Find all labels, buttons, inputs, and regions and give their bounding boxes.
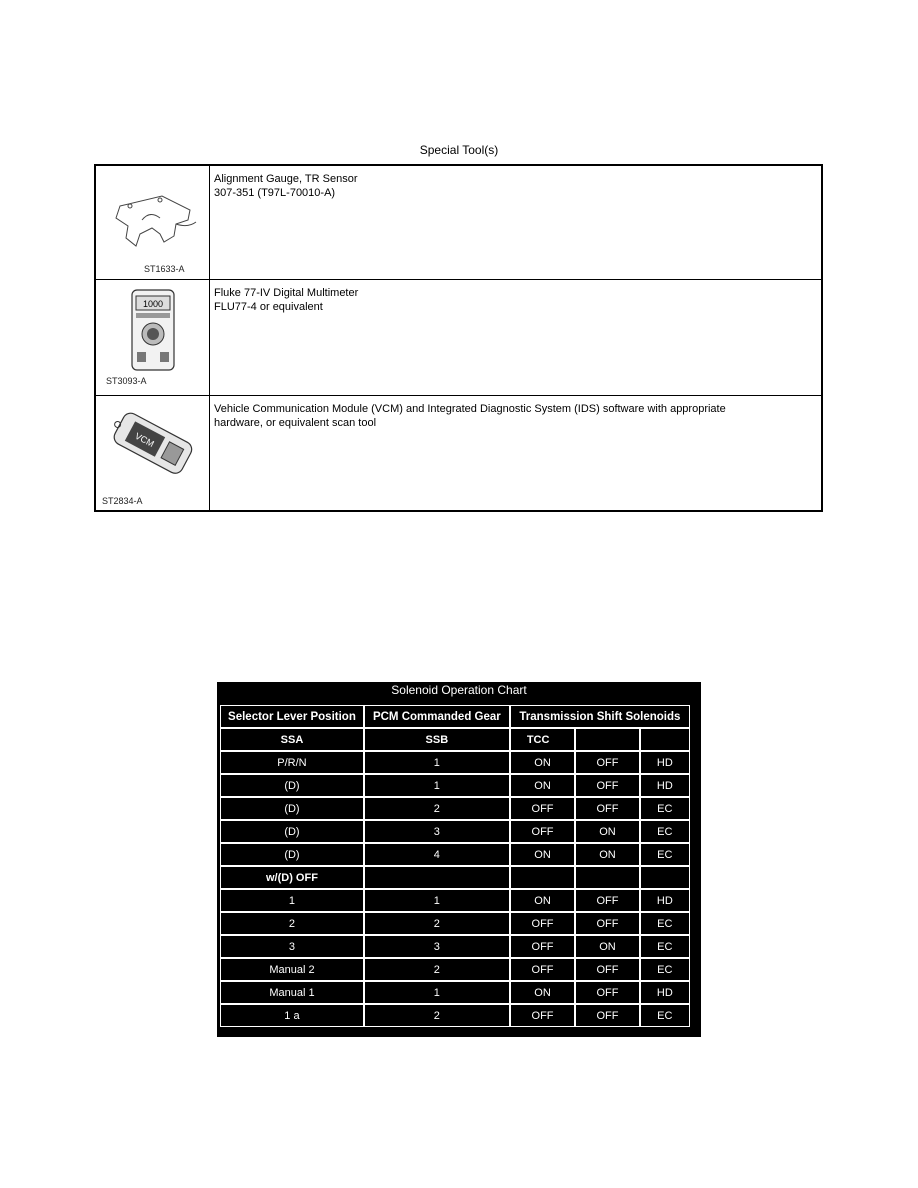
table-cell: 2 — [364, 797, 510, 820]
alignment-gauge-illustration — [102, 176, 202, 256]
tool-description — [210, 165, 823, 279]
table-cell: HD — [640, 889, 690, 912]
tool-part-number: FLU77-4 or equivalent — [214, 300, 323, 313]
table-cell: EC — [640, 843, 690, 866]
table-cell: OFF — [575, 912, 639, 935]
table-cell: ON — [510, 774, 575, 797]
table-cell: ON — [575, 935, 639, 958]
table-cell: 2 — [220, 912, 364, 935]
table-cell: ON — [510, 751, 575, 774]
table-cell: 1 a — [220, 1004, 364, 1027]
table-cell: EC — [640, 912, 690, 935]
table-cell: 2 — [364, 1004, 510, 1027]
header-cell: Selector Lever Position — [220, 705, 364, 728]
table-cell: OFF — [575, 751, 639, 774]
tool-code: ST2834-A — [102, 495, 143, 506]
table-cell: 2 — [364, 958, 510, 981]
table-row — [220, 820, 690, 843]
table-cell: 4 — [364, 843, 510, 866]
table-cell: OFF — [575, 981, 639, 1004]
special-tools-caption: Special Tool(s) — [419, 143, 499, 157]
tool-row — [95, 165, 822, 279]
chart-body — [220, 751, 690, 1027]
tool-image-cell — [95, 279, 210, 395]
meter-display: 1000 — [142, 298, 164, 309]
solenoid-table — [220, 705, 690, 1027]
header-cell: PCM Commanded Gear — [364, 705, 510, 728]
table-cell: 3 — [220, 935, 364, 958]
table-cell: OFF — [510, 1004, 575, 1027]
chart-title: Solenoid Operation Chart — [391, 683, 527, 697]
table-cell: OFF — [510, 958, 575, 981]
special-tools-table — [94, 164, 823, 512]
table-cell — [510, 866, 575, 889]
table-cell: (D) — [220, 820, 364, 843]
tool-description — [210, 279, 823, 395]
table-cell: OFF — [510, 935, 575, 958]
table-row — [220, 843, 690, 866]
table-row — [220, 774, 690, 797]
table-row — [220, 797, 690, 820]
table-cell: 1 — [364, 981, 510, 1004]
table-cell: w/(D) OFF — [220, 866, 364, 889]
scan-tool-label: VCM — [133, 430, 156, 449]
tool-name: Vehicle Communication Module (VCM) and Integrated Diagnostic System (IDS) software with appropriate — [214, 402, 726, 415]
table-cell: 3 — [364, 935, 510, 958]
table-cell: OFF — [575, 797, 639, 820]
tool-code: ST1633-A — [144, 264, 185, 274]
table-cell: OFF — [575, 774, 639, 797]
solenoid-operation-chart — [217, 682, 701, 1037]
table-row — [220, 981, 690, 1004]
subheader-cell: SSA — [220, 728, 364, 751]
table-cell: Manual 2 — [220, 958, 364, 981]
table-cell: EC — [640, 797, 690, 820]
table-cell: 2 — [364, 912, 510, 935]
table-row — [220, 958, 690, 981]
table-cell: HD — [640, 751, 690, 774]
table-cell: (D) — [220, 797, 364, 820]
subheader-cell — [640, 728, 690, 751]
tool-name: Alignment Gauge, TR Sensor — [214, 173, 358, 185]
table-row — [220, 889, 690, 912]
subheader-row — [220, 728, 690, 751]
tool-name-continued: hardware, or equivalent scan tool — [214, 416, 377, 429]
table-cell: P/R/N — [220, 751, 364, 774]
subheader-cell — [575, 728, 639, 751]
header-cell: Transmission Shift Solenoids — [510, 705, 690, 728]
table-cell: OFF — [575, 958, 639, 981]
table-cell: HD — [640, 774, 690, 797]
table-cell: Manual 1 — [220, 981, 364, 1004]
table-cell: 1 — [364, 889, 510, 912]
table-cell — [364, 866, 510, 889]
table-row — [220, 866, 690, 889]
tool-part-number: 307-351 (T97L-70010-A) — [214, 187, 336, 199]
tool-name: Fluke 77-IV Digital Multimeter — [214, 286, 359, 299]
table-cell: ON — [575, 820, 639, 843]
table-cell: EC — [640, 935, 690, 958]
tool-image-cell — [95, 165, 210, 279]
table-cell: EC — [640, 958, 690, 981]
tool-description — [210, 395, 823, 511]
table-cell: ON — [575, 843, 639, 866]
tool-row — [95, 395, 822, 511]
tool-image-cell — [95, 395, 210, 511]
table-row — [220, 1004, 690, 1027]
table-cell: EC — [640, 820, 690, 843]
tool-row — [95, 279, 822, 395]
table-row — [220, 751, 690, 774]
table-cell: HD — [640, 981, 690, 1004]
header-row — [220, 705, 690, 728]
table-cell: OFF — [510, 820, 575, 843]
table-row — [220, 935, 690, 958]
table-cell: (D) — [220, 774, 364, 797]
table-cell: OFF — [575, 889, 639, 912]
table-cell: 3 — [364, 820, 510, 843]
table-cell — [575, 866, 639, 889]
table-cell: EC — [640, 1004, 690, 1027]
table-cell: 1 — [364, 751, 510, 774]
table-cell — [640, 866, 690, 889]
table-cell: OFF — [575, 1004, 639, 1027]
subheader-cell: SSB — [364, 728, 510, 751]
table-cell: OFF — [510, 912, 575, 935]
table-cell: ON — [510, 889, 575, 912]
table-cell: 1 — [364, 774, 510, 797]
tool-code: ST3093-A — [106, 375, 147, 386]
table-row — [220, 912, 690, 935]
multimeter-illustration — [102, 286, 202, 376]
table-cell: ON — [510, 843, 575, 866]
subheader-cell: TCC — [510, 728, 575, 751]
table-cell: (D) — [220, 843, 364, 866]
scan-tool-illustration — [100, 400, 204, 490]
table-cell: ON — [510, 981, 575, 1004]
table-cell: 1 — [220, 889, 364, 912]
table-cell: OFF — [510, 797, 575, 820]
